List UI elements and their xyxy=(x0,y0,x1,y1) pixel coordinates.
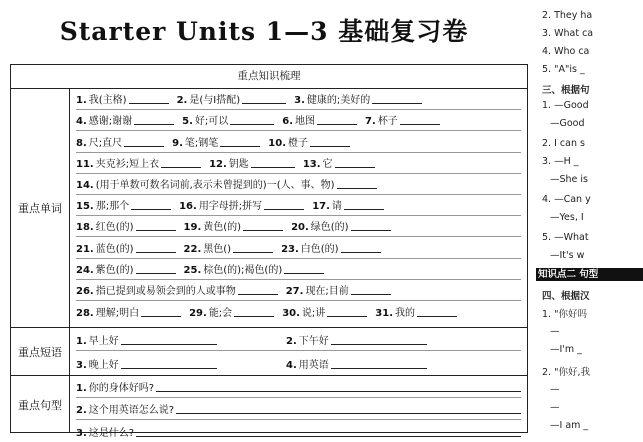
item-number: 14. xyxy=(76,179,94,191)
vocab-item xyxy=(184,261,325,276)
vocab-item xyxy=(312,197,384,212)
answer-blank[interactable] xyxy=(331,343,427,345)
item-prompt: 早上好 xyxy=(88,336,119,347)
item-prompt: 用字母拼;拼写 xyxy=(198,201,263,213)
vocab-content xyxy=(70,89,527,327)
item-prompt: 能;会 xyxy=(208,308,233,320)
vocab-row xyxy=(76,259,521,280)
item-prompt: 晚上好 xyxy=(88,360,119,371)
item-prompt: 用英语 xyxy=(298,360,329,371)
answer-blank[interactable] xyxy=(134,123,174,125)
fragment-line: 3. —H _ xyxy=(542,156,579,167)
answer-blank[interactable] xyxy=(317,123,357,125)
answer-blank[interactable] xyxy=(129,102,169,104)
item-number: 31. xyxy=(375,308,393,320)
fragment-line: —It's w xyxy=(550,250,585,261)
item-prompt: 感谢;谢谢 xyxy=(88,116,133,128)
item-number: 3. xyxy=(76,428,87,439)
answer-blank[interactable] xyxy=(351,229,391,231)
item-prompt: (用于单数可数名词前,表示未曾提到的)一(人、事、物) xyxy=(95,179,335,191)
item-prompt: 黑色() xyxy=(203,243,232,255)
answer-blank[interactable] xyxy=(234,315,274,317)
item-number: 2. xyxy=(286,336,297,347)
table-header: 重点知识梳理 xyxy=(11,65,527,89)
vocab-item xyxy=(291,218,391,233)
vocab-row xyxy=(76,301,521,322)
vocab-item xyxy=(282,304,367,319)
vocab-item xyxy=(179,197,304,212)
item-prompt: 健康的;美好的 xyxy=(306,95,371,107)
item-prompt: 是(与I搭配) xyxy=(189,95,241,107)
item-prompt: 这是什么? xyxy=(88,428,135,439)
vocab-row xyxy=(76,237,521,258)
item-number: 26. xyxy=(76,285,94,297)
item-number: 1. xyxy=(76,95,87,107)
item-number: 17. xyxy=(312,201,330,213)
item-number: 21. xyxy=(76,243,94,255)
answer-blank[interactable] xyxy=(131,208,171,210)
fragment-line: — xyxy=(550,402,560,413)
phrases-row xyxy=(76,328,521,351)
vocab-row xyxy=(76,89,521,110)
item-number: 29. xyxy=(189,308,207,320)
item-number: 3. xyxy=(294,95,305,107)
vocab-item xyxy=(282,112,357,127)
item-number: 30. xyxy=(282,308,300,320)
item-prompt: 现在;目前 xyxy=(305,285,349,297)
sentences-label: 重点句型 xyxy=(11,376,70,433)
answer-blank[interactable] xyxy=(372,102,422,104)
answer-blank[interactable] xyxy=(243,229,283,231)
item-prompt: 红色(的) xyxy=(95,222,134,234)
item-prompt: 说;讲 xyxy=(301,308,326,320)
vocab-item xyxy=(76,112,174,127)
vocab-item xyxy=(184,240,274,255)
fragment-line: 3. What ca xyxy=(542,28,594,39)
phrases-section xyxy=(11,328,527,376)
vocab-item xyxy=(76,261,176,276)
vocab-item xyxy=(286,282,391,297)
vocab-item xyxy=(184,218,284,233)
item-number: 13. xyxy=(302,158,321,170)
item-prompt: 杯子 xyxy=(377,116,398,128)
fragment-line: 四、根据汉 xyxy=(542,291,590,302)
vocab-item xyxy=(303,155,375,170)
fragment-line: —Good xyxy=(550,118,585,129)
item-prompt: 指已提到或易领会到的人或事物 xyxy=(95,285,236,297)
answer-blank[interactable] xyxy=(335,166,375,168)
vocab-item xyxy=(76,134,164,149)
sentences-row xyxy=(76,398,521,420)
item-prompt: 你的身体好吗? xyxy=(88,383,155,394)
answer-blank[interactable] xyxy=(284,272,324,274)
sentences-section xyxy=(11,376,527,439)
item-prompt: 地图 xyxy=(295,116,316,128)
fragment-line: 1. "你好吗 xyxy=(542,309,587,320)
fragment-line: — xyxy=(550,384,560,395)
fragment-line: 5. —What xyxy=(542,232,589,243)
fragment-line: 4. —Can y xyxy=(542,194,591,205)
fragment-line: —She is xyxy=(550,174,589,185)
answer-blank[interactable] xyxy=(176,412,521,414)
item-number: 8. xyxy=(76,137,87,149)
item-number: 18. xyxy=(76,222,94,234)
fragment-line: 2. "你好,我 xyxy=(542,367,590,378)
item-number: 10. xyxy=(268,137,286,149)
item-prompt: 好;可以 xyxy=(194,116,229,128)
vocab-item xyxy=(76,197,171,212)
vocab-item xyxy=(281,240,381,255)
vocab-item xyxy=(76,155,201,170)
item-prompt: 钥匙 xyxy=(228,158,249,170)
answer-blank[interactable] xyxy=(242,102,286,104)
answer-blank[interactable] xyxy=(233,251,273,253)
item-number: 20. xyxy=(291,222,309,234)
item-number: 27. xyxy=(285,285,304,297)
vocab-item xyxy=(76,304,181,319)
item-number: 16. xyxy=(179,201,197,213)
item-number: 4. xyxy=(286,360,297,371)
sentences-row xyxy=(76,420,521,442)
item-prompt: 这个用英语怎么说? xyxy=(88,405,175,416)
item-prompt: 它 xyxy=(322,158,333,170)
vocab-label: 重点单词 xyxy=(11,89,70,327)
sentences-content xyxy=(70,376,527,439)
item-prompt: 绿色(的) xyxy=(310,222,349,234)
answer-blank[interactable] xyxy=(124,145,164,147)
answer-blank[interactable] xyxy=(238,293,278,295)
vocab-row xyxy=(76,216,521,237)
vocab-item xyxy=(177,91,287,106)
fragment-line: —I am _ xyxy=(550,420,589,431)
fragment-line: 1. —Good xyxy=(542,100,589,111)
phrases-content xyxy=(70,328,527,375)
phrases-row xyxy=(76,351,521,374)
vocab-item xyxy=(189,304,274,319)
item-prompt: 下午好 xyxy=(298,336,329,347)
item-prompt: 黄色(的) xyxy=(203,222,242,234)
answer-blank[interactable] xyxy=(230,123,274,125)
item-number: 7. xyxy=(365,116,376,128)
vocab-row xyxy=(76,174,521,195)
vocab-row xyxy=(76,131,521,152)
item-prompt: 那;那个 xyxy=(95,201,130,213)
fragment-line: 三、根据句 xyxy=(542,85,590,96)
answer-blank[interactable] xyxy=(310,145,350,147)
page-title: Starter Units 1—3 基础复习卷 xyxy=(59,17,469,46)
answer-blank[interactable] xyxy=(251,166,295,168)
phrases-item xyxy=(286,332,496,347)
item-number: 9. xyxy=(172,137,183,149)
vocab-row xyxy=(76,110,521,131)
answer-blank[interactable] xyxy=(264,208,304,210)
vocab-item xyxy=(375,304,457,319)
item-number: 1. xyxy=(76,336,87,347)
item-prompt: 棕色(的);褐色(的) xyxy=(203,264,283,276)
vocab-item xyxy=(209,155,295,170)
item-number: 25. xyxy=(183,264,202,276)
item-prompt: 理解;明白 xyxy=(95,308,140,320)
answer-blank[interactable] xyxy=(136,251,176,253)
phrases-item xyxy=(76,332,286,347)
fragment-line: —I'm _ xyxy=(550,344,582,355)
item-prompt: 白色(的) xyxy=(300,243,339,255)
item-number: 4. xyxy=(76,116,87,128)
item-number: 15. xyxy=(76,201,94,213)
answer-blank[interactable] xyxy=(341,251,381,253)
answer-blank[interactable] xyxy=(156,390,521,392)
vocab-row xyxy=(76,280,521,301)
answer-blank[interactable] xyxy=(351,293,391,295)
vocab-item xyxy=(76,91,169,106)
item-number: 12. xyxy=(209,158,227,170)
item-number: 6. xyxy=(282,116,294,128)
answer-blank[interactable] xyxy=(136,229,176,231)
answer-blank[interactable] xyxy=(141,315,181,317)
fragment-line: 2. They ha xyxy=(542,10,593,21)
item-number: 23. xyxy=(281,243,299,255)
fragment-line: — xyxy=(550,326,560,337)
vocab-item xyxy=(182,112,274,127)
item-number: 1. xyxy=(76,383,87,394)
fragment-line: 2. I can s xyxy=(542,138,585,149)
answer-blank[interactable] xyxy=(121,367,217,369)
vocab-item xyxy=(76,240,176,255)
vocab-row xyxy=(76,153,521,174)
vocab-section xyxy=(11,89,527,328)
item-number: 5. xyxy=(182,116,193,128)
item-number: 28. xyxy=(76,308,94,320)
answer-blank[interactable] xyxy=(121,343,217,345)
answer-blank[interactable] xyxy=(220,145,260,147)
item-number: 19. xyxy=(183,222,202,234)
item-prompt: 夹克衫;短上衣 xyxy=(95,158,160,170)
answer-blank[interactable] xyxy=(400,123,440,125)
answer-blank[interactable] xyxy=(344,208,384,210)
answer-blank[interactable] xyxy=(337,187,377,189)
answer-blank[interactable] xyxy=(417,315,457,317)
vocab-item xyxy=(76,218,176,233)
right-column-fragment xyxy=(536,0,643,433)
section-banner: 知识点二 句型 xyxy=(536,268,643,281)
item-prompt: 我(主格) xyxy=(88,95,127,107)
item-prompt: 尺;直尺 xyxy=(88,137,123,149)
fragment-line: —Yes, I xyxy=(550,212,584,223)
answer-blank[interactable] xyxy=(161,166,201,168)
sentences-row xyxy=(76,376,521,398)
vocab-item xyxy=(172,134,260,149)
item-number: 2. xyxy=(176,95,188,107)
vocab-item xyxy=(76,282,278,297)
answer-blank[interactable] xyxy=(136,272,176,274)
item-number: 2. xyxy=(76,405,87,416)
vocab-item xyxy=(365,112,440,127)
phrases-label: 重点短语 xyxy=(11,328,70,375)
item-number: 24. xyxy=(76,264,94,276)
item-prompt: 蓝色(的) xyxy=(95,243,134,255)
phrases-item xyxy=(286,356,496,371)
answer-blank[interactable] xyxy=(136,435,521,437)
item-number: 3. xyxy=(76,360,87,371)
item-prompt: 笔;钢笔 xyxy=(184,137,219,149)
fragment-line: 5. "A"is _ xyxy=(542,64,585,75)
item-prompt: 橙子 xyxy=(288,137,308,149)
item-prompt: 请 xyxy=(331,201,342,213)
item-prompt: 我的 xyxy=(395,308,415,320)
knowledge-table xyxy=(10,64,528,439)
answer-blank[interactable] xyxy=(331,367,427,369)
answer-blank[interactable] xyxy=(327,315,367,317)
vocab-row xyxy=(76,195,521,216)
item-number: 22. xyxy=(183,243,202,255)
phrases-item xyxy=(76,356,286,371)
item-number: 11. xyxy=(76,158,94,170)
vocab-item xyxy=(268,134,350,149)
vocab-item xyxy=(76,176,377,191)
fragment-line: 4. Who ca xyxy=(542,46,590,57)
item-prompt: 紫色(的) xyxy=(95,264,134,276)
vocab-item xyxy=(294,91,422,106)
